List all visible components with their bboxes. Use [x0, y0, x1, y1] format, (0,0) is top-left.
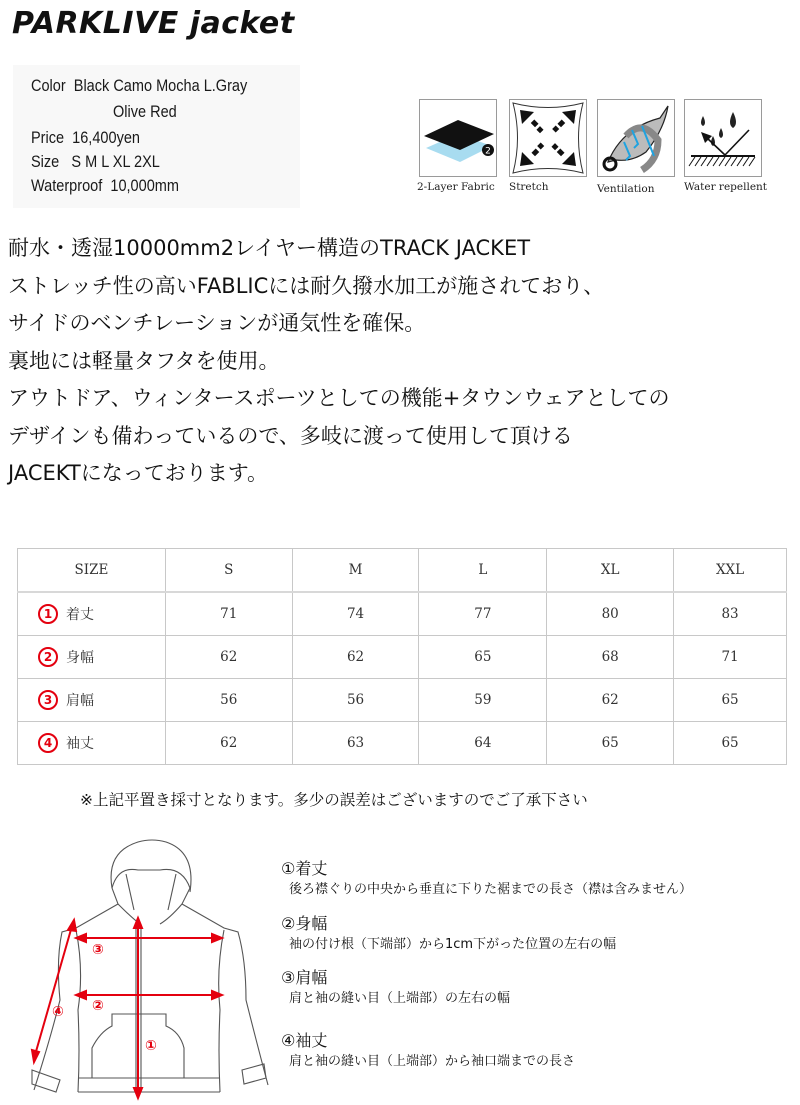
legend-title: ④袖丈	[281, 1031, 328, 1050]
table-cell: 62	[292, 636, 419, 679]
legend-item-shoulder-width	[281, 965, 510, 1006]
legend-item-body-width	[281, 911, 616, 952]
spec-color-label: Color	[31, 77, 66, 95]
spec-size	[31, 153, 160, 172]
feature-label: 2-Layer Fabric	[417, 181, 495, 193]
table-row	[18, 679, 787, 722]
description-line: 裏地には軽量タフタを使用。	[8, 348, 280, 373]
svg-text:2: 2	[485, 146, 491, 157]
row-label: 肩幅	[66, 693, 94, 709]
ventilation-icon	[597, 99, 675, 177]
circled-number-icon: 3	[38, 690, 58, 710]
table-cell: 56	[292, 679, 419, 722]
table-cell: 65	[419, 636, 547, 679]
legend-item-sleeve-length	[281, 1028, 575, 1069]
feature-label: Water repellent	[684, 181, 768, 193]
legend-desc: 肩と袖の縫い目（上端部）の左右の幅	[289, 991, 511, 1006]
table-cell: 68	[547, 636, 674, 679]
product-title: PARKLIVE jacket	[12, 6, 295, 41]
spec-waterproof	[31, 177, 179, 196]
table-cell: 56	[165, 679, 292, 722]
table-cell: 62	[165, 722, 292, 765]
feature-stretch	[509, 99, 587, 193]
circled-number-icon: 1	[38, 604, 58, 624]
table-row	[18, 636, 787, 679]
feature-two-layer	[417, 99, 497, 193]
table-cell: 62	[547, 679, 674, 722]
table-cell: 64	[419, 722, 547, 765]
legend-title: ②身幅	[281, 914, 328, 933]
header-cell: SIZE	[18, 549, 166, 593]
table-cell: 71	[165, 592, 292, 636]
circled-number-icon: 4	[38, 733, 58, 753]
description-line: ストレッチ性の高いFABLICには耐久撥水加工が施されており、	[8, 273, 605, 298]
measurement-note: ※上記平置き採寸となります。多少の誤差はございますのでご了承下さい	[80, 791, 588, 809]
marker-1: ①	[145, 1038, 157, 1054]
description-line: JACEKTになっております。	[8, 461, 269, 485]
row-label-cell	[18, 636, 166, 679]
description-line: デザインも備わっているので、多岐に渡って使用して頂ける	[8, 423, 573, 448]
spec-color-line2: Olive Red	[113, 103, 177, 121]
feature-label: Ventilation	[597, 183, 655, 195]
legend-desc: 袖の付け根（下端部）から1cm下がった位置の左右の幅	[289, 937, 617, 952]
row-label: 身幅	[66, 650, 94, 666]
table-cell: 63	[292, 722, 419, 765]
feature-label: Stretch	[509, 181, 549, 193]
table-cell: 71	[674, 636, 787, 679]
legend-title: ③肩幅	[281, 968, 328, 987]
two-layer-fabric-icon	[419, 99, 497, 177]
water-repellent-icon	[684, 99, 762, 177]
row-label: 着丈	[66, 607, 94, 623]
hoodie-outline-icon	[20, 830, 270, 1101]
table-row	[18, 592, 787, 636]
table-cell: 80	[547, 592, 674, 636]
legend-desc: 後ろ襟ぐりの中央から垂直に下りた裾までの長さ（襟は含みません）	[289, 882, 693, 897]
spec-price	[31, 129, 140, 148]
spec-box	[13, 65, 300, 208]
table-cell: 65	[547, 722, 674, 765]
header-cell: L	[419, 549, 547, 593]
legend-title: ①着丈	[281, 859, 328, 878]
row-label-cell	[18, 592, 166, 636]
row-label-cell	[18, 722, 166, 765]
spec-waterproof-value: 10,000mm	[110, 177, 179, 195]
header-cell: XL	[547, 549, 674, 593]
table-cell: 77	[419, 592, 547, 636]
spec-color	[31, 77, 247, 96]
stretch-icon	[509, 99, 587, 177]
table-cell: 65	[674, 722, 787, 765]
marker-4: ④	[52, 1004, 64, 1020]
spec-price-label: Price	[31, 129, 65, 147]
spec-color-value: Black Camo Mocha L.Gray	[73, 77, 248, 95]
spec-waterproof-label: Waterproof	[31, 177, 103, 195]
feature-ventilation	[597, 99, 675, 195]
description-line: サイドのベンチレーションが通気性を確保。	[8, 311, 426, 335]
table-cell: 62	[165, 636, 292, 679]
table-cell: 83	[674, 592, 787, 636]
size-table	[17, 548, 787, 765]
legend-desc: 肩と袖の縫い目（上端部）から袖口端までの長さ	[289, 1054, 576, 1069]
table-cell: 74	[292, 592, 419, 636]
legend-item-length	[281, 856, 692, 897]
row-label: 袖丈	[66, 736, 94, 752]
table-cell: 59	[419, 679, 547, 722]
product-description	[8, 230, 669, 493]
spec-size-value: S M L XL 2XL	[71, 153, 160, 171]
marker-2: ②	[92, 998, 104, 1014]
row-label-cell	[18, 679, 166, 722]
table-header-row	[18, 549, 787, 593]
description-line: 耐水・透湿10000mm2レイヤー構造のTRACK JACKET	[8, 236, 531, 260]
circled-number-icon: 2	[38, 647, 58, 667]
table-cell: 65	[674, 679, 787, 722]
table-row	[18, 722, 787, 765]
hoodie-diagram	[20, 830, 270, 1105]
spec-price-value: 16,400yen	[72, 129, 140, 147]
header-cell: XXL	[674, 549, 787, 593]
header-cell: M	[292, 549, 419, 593]
marker-3: ③	[92, 942, 104, 958]
description-line: アウトドア、ウィンタースポーツとしての機能+タウンウェアとしての	[8, 386, 670, 410]
feature-water-repellent	[684, 99, 768, 193]
header-cell: S	[165, 549, 292, 593]
spec-size-label: Size	[31, 153, 60, 171]
